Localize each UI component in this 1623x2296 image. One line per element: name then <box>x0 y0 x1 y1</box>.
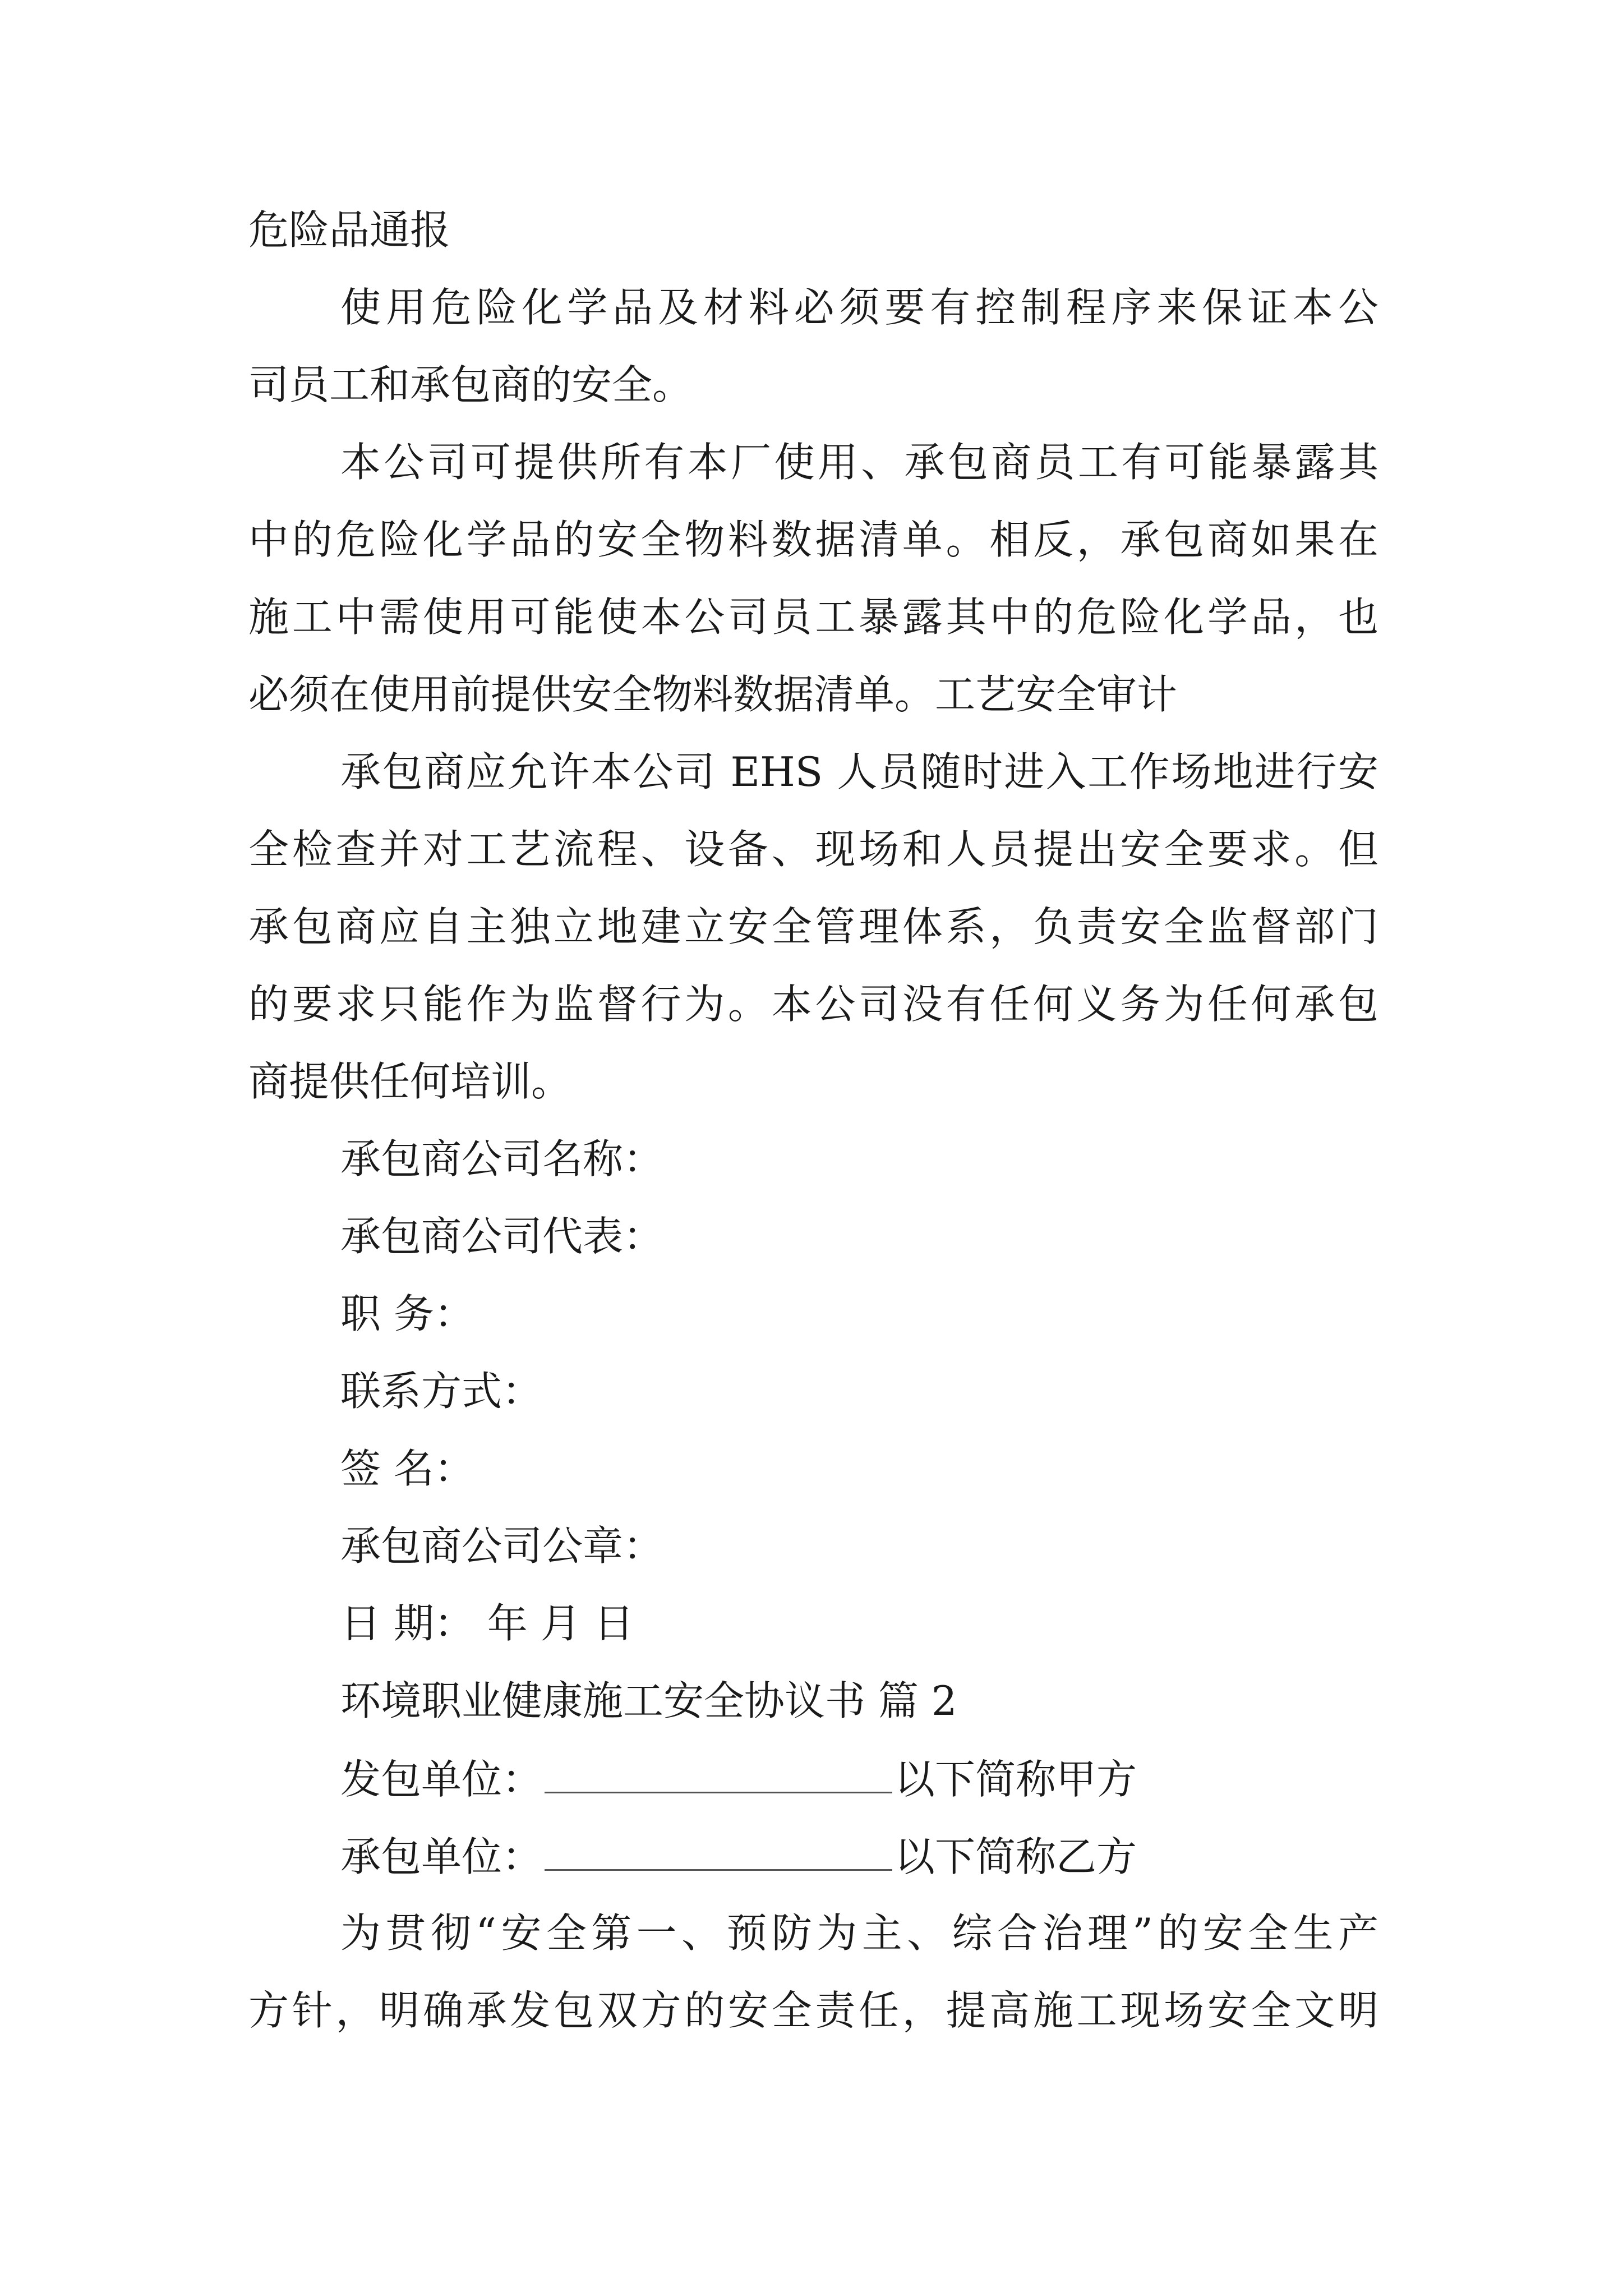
paragraph-line: 方针，明确承发包双方的安全责任，提高施工现场安全文明 <box>248 1987 1378 2034</box>
section-title: 环境职业健康施工安全协议书 篇 2 <box>340 1677 957 1724</box>
party-b-line <box>248 1833 1378 1880</box>
paragraph-line: 商提供任何培训。 <box>248 1058 572 1105</box>
field-company-rep: 承包商公司代表： <box>340 1213 664 1260</box>
paragraph-line: 为贯彻“安全第一、预防为主、综合治理”的安全生产 <box>340 1910 1378 1957</box>
party-b-blank <box>545 1835 892 1871</box>
party-a-blank <box>545 1758 892 1793</box>
party-b-suffix: 以下简称乙方 <box>895 1833 1137 1880</box>
field-position: 职 务： <box>340 1290 474 1337</box>
paragraph-line: 全检查并对工艺流程、设备、现场和人员提出安全要求。但 <box>248 826 1378 873</box>
paragraph-line: 使用危险化学品及材料必须要有控制程序来保证本公 <box>340 284 1378 331</box>
party-a-line <box>248 1756 1378 1803</box>
document-body <box>248 206 1378 2068</box>
field-contact: 联系方式： <box>340 1368 543 1415</box>
paragraph-line: 中的危险化学品的安全物料数据清单。相反，承包商如果在 <box>248 516 1378 563</box>
party-a-suffix: 以下简称甲方 <box>895 1756 1137 1803</box>
field-date: 日 期： 年 月 日 <box>340 1600 634 1647</box>
paragraph-line: 司员工和承包商的安全。 <box>248 361 693 408</box>
paragraph-line: 本公司可提供所有本厂使用、承包商员工有可能暴露其 <box>340 439 1378 486</box>
heading: 危险品通报 <box>248 206 451 254</box>
party-b-label: 承包单位： <box>340 1833 543 1880</box>
paragraph-line: 施工中需使用可能使本公司员工暴露其中的危险化学品，也 <box>248 593 1378 641</box>
paragraph-line: 承包商应允许本公司 EHS 人员随时进入工作场地进行安 <box>340 748 1378 795</box>
paragraph-line: 必须在使用前提供安全物料数据清单。工艺安全审计 <box>248 671 1178 718</box>
paragraph-line: 的要求只能作为监督行为。本公司没有任何义务为任何承包 <box>248 981 1378 1028</box>
party-a-label: 发包单位： <box>340 1756 543 1803</box>
paragraph-line: 承包商应自主独立地建立安全管理体系，负责安全监督部门 <box>248 903 1378 950</box>
field-company-name: 承包商公司名称： <box>340 1135 664 1182</box>
field-signature: 签 名： <box>340 1445 474 1492</box>
field-seal: 承包商公司公章： <box>340 1522 664 1570</box>
